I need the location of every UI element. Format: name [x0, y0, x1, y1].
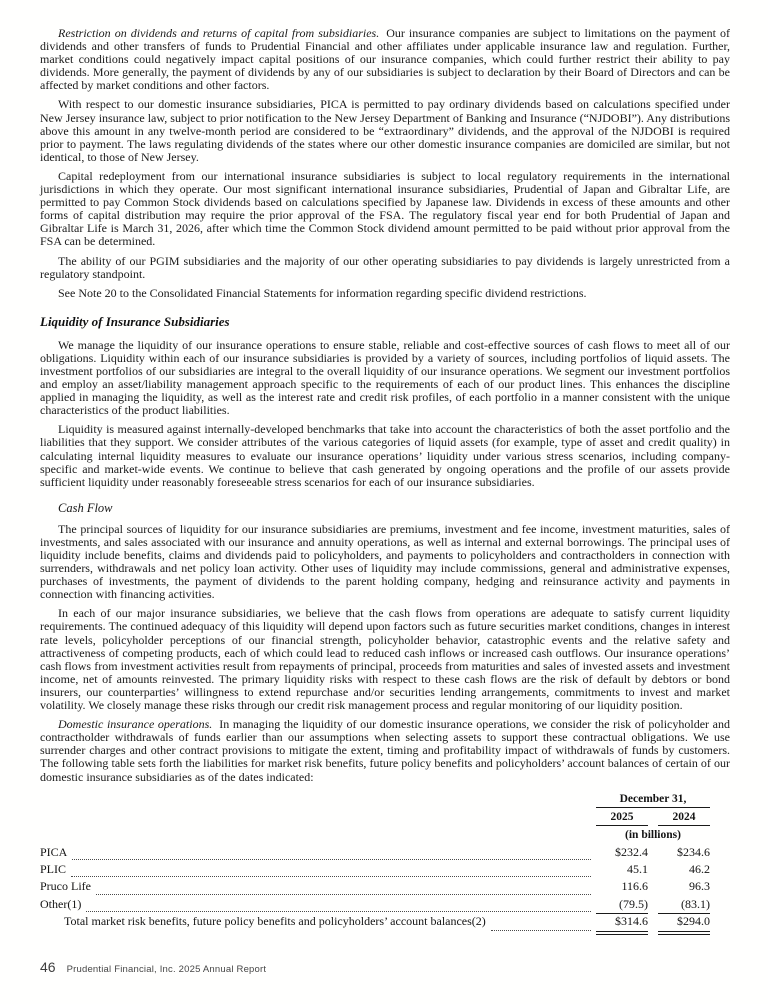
dot-leader	[86, 911, 591, 912]
value-2024: $234.6	[677, 844, 710, 859]
paragraph-domestic-subsidiaries	[40, 98, 730, 163]
table-row-plic	[40, 862, 730, 879]
liabilities-table	[40, 793, 730, 934]
paragraph-domestic-operations	[40, 718, 730, 783]
row-label: Pruco Life	[40, 879, 91, 894]
table-row-other	[40, 897, 730, 914]
paragraph-text: In managing the liquidity of our domestic insurance operations, we consider the risk of policyholder and contractholder withdrawals of funds earlier than our assumptions when selecting assets to support these contractual obligations. We use surrender charges and other contract provisions to mitigate the extent, timing and profitability impact of withdrawals of funds by customers. The following table sets forth the liabilities for market risk benefits, future policy benefits and policyholders’ account balances of certain of our domestic insurance subsidiaries as of the dates indicated:	[40, 717, 730, 784]
paragraph-text: The ability of our PGIM subsidiaries and the majority of our other operating subsidiaries to pay dividends is largely unrestricted from a regulatory standpoint.	[40, 253, 730, 281]
page-footer	[40, 959, 266, 975]
page-number: 46	[40, 959, 56, 975]
paragraph-text: The principal sources of liquidity for our insurance subsidiaries are premiums, investment and fee income, investment maturities, sales of investments, and sales associated with our insurance and annuity operations, as well as internal and external borrowings. The principal uses of liquidity include benefits, claims and dividends paid to policyholders, and payments to policyholders and contractholders in connection with surrenders, withdrawals and net policy loan activity. Other uses of liquidity may include commissions, general and administrative expenses, purchases of investments, the payment of dividends to the parent holding company, hedging and reinsurance activity and payments in connection with financing activities.	[40, 521, 730, 602]
section-heading-liquidity: Liquidity of Insurance Subsidiaries	[40, 313, 230, 329]
table-year-header-row	[40, 808, 730, 826]
table-year-2025: 2025	[596, 811, 648, 826]
page-content	[40, 27, 730, 933]
paragraph-liquidity-benchmarks	[40, 423, 730, 488]
paragraph-lead-in: Domestic insurance operations.	[58, 717, 213, 732]
paragraph-liquidity-management	[40, 339, 730, 418]
subheading-cash-flow: Cash Flow	[58, 500, 113, 515]
row-label: PLIC	[40, 861, 67, 876]
dot-leader	[96, 894, 591, 895]
value-2024: $294.0	[658, 914, 710, 935]
value-2025: $314.6	[596, 914, 648, 935]
paragraph-lead-in: Restriction on dividends and returns of capital from subsidiaries.	[58, 26, 380, 40]
paragraph-capital-redeployment	[40, 170, 730, 249]
value-2025: 45.1	[627, 861, 648, 876]
paragraph-text: Capital redeployment from our international insurance subsidiaries is subject to local regulatory requirements in the international jurisdictions in which they operate. Our most significant international insurance subsidiaries, Prudential of Japan and Gibraltar Life, are permitted to pay Common Stock dividends based on calculations specified by Japanese law. Dividends in excess of these amounts and other forms of capital distribution may require the prior approval of the FSA. The regulatory fiscal year end for both Prudential of Japan and Gibraltar Life is March 31, 2026, after which time the Common Stock dividend amount permitted to be paid without prior approval from the FSA can be determined.	[40, 168, 730, 249]
table-unit-label: (in billions)	[625, 828, 681, 841]
paragraph-see-note-20	[40, 287, 730, 300]
paragraph-text: We manage the liquidity of our insurance operations to ensure stable, reliable and cost-effective sources of cash flows to meet all of our obligations. Liquidity within each of our insurance subsidiaries is provided by a variety of sources, including portfolios of liquid assets. The investment portfolios of our subsidiaries are integral to the overall liquidity of our insurance operations. We segment our investment portfolios and employ an asset/liability management approach specific to the requirements of each of our product lines. This enhances the discipline applied in managing the liquidity, as well as the interest rate and credit risk profiles, of each portfolio in a manner consistent with the unique characteristics of the product liabilities.	[40, 337, 730, 418]
value-2025: (79.5)	[596, 897, 648, 914]
paragraph-text: See Note 20 to the Consolidated Financial Statements for information regarding specific dividend restrictions.	[58, 285, 587, 300]
table-period-header: December 31,	[596, 793, 710, 808]
table-row-pruco-life	[40, 879, 730, 896]
paragraph-liquidity-sources	[40, 523, 730, 602]
value-2025: 116.6	[621, 879, 648, 894]
table-year-cells	[596, 811, 710, 826]
table-unit-row	[40, 826, 730, 845]
dot-leader	[71, 876, 591, 877]
report-title: Prudential Financial, Inc. 2025 Annual Report	[66, 964, 267, 975]
paragraph-text: In each of our major insurance subsidiaries, we believe that the cash flows from operations are adequate to satisfy current liquidity requirements. The continued adequacy of this liquidity will depend upon factors such as future securities market conditions, changes in interest rate levels, policyholder perceptions of our financial strength, policyholder behavior, catastrophic events and the relative safety and attractiveness of competing products, each of which could lead to reduced cash inflows or increased cash outflows. Our insurance operations’ cash flows from investment activities result from repayments of principal, proceeds from maturities and sales of invested assets and investment income, net of amounts reinvested. The primary liquidity risks with respect to these cash flows are the risk of default by debtors or bond insurers, our counterparties’ willingness to extend repurchase and/or securities lending arrangements, commitments to invest and market volatility. We closely manage these risks through our credit risk management process and regular monitoring of our liquidity position.	[40, 606, 730, 713]
value-2024: (83.1)	[658, 897, 710, 914]
dot-leader	[491, 930, 591, 931]
row-label: PICA	[40, 844, 68, 859]
paragraph-pgim-subsidiaries	[40, 255, 730, 281]
value-2025: $232.4	[615, 844, 648, 859]
paragraph-text: Our insurance companies are subject to limitations on the payment of dividends and other transfers of funds to Prudential Financial and other affiliates under applicable insurance law and regulation. Further, market conditions could negatively impact capital positions of our insurance companies, which could further restrict their ability to pay dividends. More generally, the payment of dividends by any of our subsidiaries is subject to declaration by their Board of Directors and can be affected by market conditions and other factors.	[40, 26, 730, 93]
paragraph-text: Liquidity is measured against internally-developed benchmarks that take into account the characteristics of both the asset portfolio and the liabilities that they support. We consider attributes of the various categories of liquid assets (for example, type of asset and credit quality) in calculating internal liquidity measures to evaluate our insurance operations’ liquidity under various stress scenarios, including company-specific and market-wide events. We continue to believe that cash generated by ongoing operations and the profile of our assets provide sufficient liquidity under reasonably foreseeable stress scenarios for each of our insurance subsidiaries.	[40, 422, 730, 489]
value-2024: 46.2	[689, 861, 710, 876]
value-2024: 96.3	[689, 879, 710, 894]
row-label: Other(1)	[40, 896, 82, 911]
table-row-total	[40, 914, 730, 933]
dot-leader	[72, 859, 591, 860]
table-row-pica	[40, 845, 730, 862]
paragraph-cash-flow-adequacy	[40, 607, 730, 712]
paragraph-text: With respect to our domestic insurance subsidiaries, PICA is permitted to pay ordinary dividends based on calculations specified under New Jersey insurance law, subject to prior notification to the New Jersey Department of Banking and Insurance (“NJDOBI”). Any distributions above this amount in any twelve-month period are considered to be “extraordinary” dividends, and the approval of the NJDOBI is required prior to payment. The laws regulating dividends of the states where our other domestic insurance companies are domiciled are similar, but not identical, to those of New Jersey.	[40, 97, 730, 164]
table-period-header-row	[40, 793, 730, 808]
paragraph-dividend-restriction	[40, 27, 730, 92]
row-label: Total market risk benefits, future policy benefits and policyholders’ account balances(2)	[64, 914, 486, 929]
table-year-2024: 2024	[658, 811, 710, 826]
